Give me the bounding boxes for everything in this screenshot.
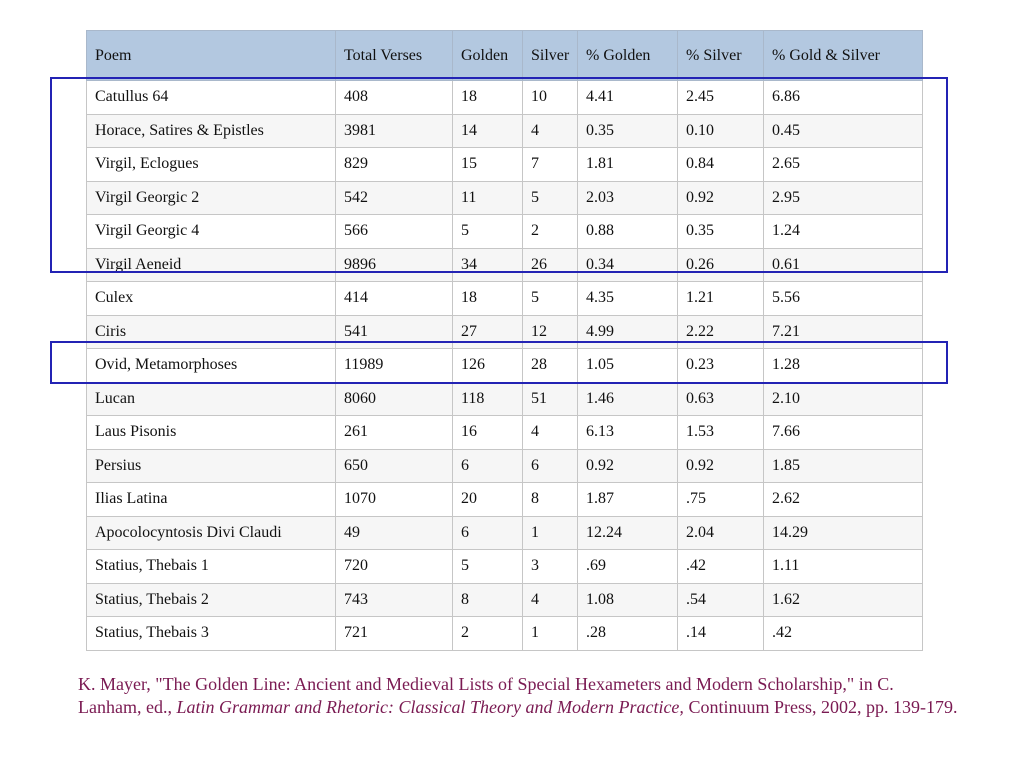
pct-silver-cell: 0.92 bbox=[678, 181, 764, 215]
total-verses-cell: 414 bbox=[336, 282, 453, 316]
pct-gold-silver-cell: 0.45 bbox=[764, 114, 923, 148]
table-row bbox=[87, 449, 923, 483]
pct-silver-cell: 0.35 bbox=[678, 215, 764, 249]
poem-cell: Horace, Satires & Epistles bbox=[87, 114, 336, 148]
pct-silver-cell: 1.21 bbox=[678, 282, 764, 316]
silver-cell: 8 bbox=[523, 483, 578, 517]
silver-cell: 1 bbox=[523, 516, 578, 550]
silver-cell: 12 bbox=[523, 315, 578, 349]
silver-cell: 5 bbox=[523, 181, 578, 215]
pct-golden-cell: 2.03 bbox=[578, 181, 678, 215]
pct-silver-cell: .54 bbox=[678, 583, 764, 617]
total-verses-cell: 829 bbox=[336, 148, 453, 182]
poem-cell: Ciris bbox=[87, 315, 336, 349]
pct-golden-cell: 4.35 bbox=[578, 282, 678, 316]
total-verses-cell: 720 bbox=[336, 550, 453, 584]
citation-text-2: Continuum Press, 2002, pp. 139-179. bbox=[683, 697, 958, 717]
poem-cell: Ilias Latina bbox=[87, 483, 336, 517]
table-row bbox=[87, 248, 923, 282]
pct-gold-silver-cell: 1.62 bbox=[764, 583, 923, 617]
poem-cell: Virgil Georgic 4 bbox=[87, 215, 336, 249]
total-verses-cell: 542 bbox=[336, 181, 453, 215]
total-verses-cell: 261 bbox=[336, 416, 453, 450]
pct-golden-cell: 0.92 bbox=[578, 449, 678, 483]
table-row bbox=[87, 315, 923, 349]
pct-golden-cell: .28 bbox=[578, 617, 678, 651]
golden-cell: 20 bbox=[453, 483, 523, 517]
pct-silver-cell: 0.26 bbox=[678, 248, 764, 282]
column-header-silver: Silver bbox=[523, 31, 578, 81]
pct-gold-silver-cell: 2.95 bbox=[764, 181, 923, 215]
golden-cell: 118 bbox=[453, 382, 523, 416]
silver-cell: 4 bbox=[523, 114, 578, 148]
total-verses-cell: 49 bbox=[336, 516, 453, 550]
total-verses-cell: 650 bbox=[336, 449, 453, 483]
silver-cell: 3 bbox=[523, 550, 578, 584]
table-header-row bbox=[87, 31, 923, 81]
golden-cell: 11 bbox=[453, 181, 523, 215]
pct-silver-cell: 2.04 bbox=[678, 516, 764, 550]
pct-silver-cell: .42 bbox=[678, 550, 764, 584]
pct-gold-silver-cell: 5.56 bbox=[764, 282, 923, 316]
total-verses-cell: 408 bbox=[336, 81, 453, 115]
poem-cell: Apocolocyntosis Divi Claudi bbox=[87, 516, 336, 550]
table-row bbox=[87, 617, 923, 651]
table-row bbox=[87, 416, 923, 450]
pct-gold-silver-cell: 7.66 bbox=[764, 416, 923, 450]
table-row bbox=[87, 583, 923, 617]
pct-gold-silver-cell: 14.29 bbox=[764, 516, 923, 550]
pct-silver-cell: .14 bbox=[678, 617, 764, 651]
pct-golden-cell: 6.13 bbox=[578, 416, 678, 450]
golden-cell: 34 bbox=[453, 248, 523, 282]
pct-gold-silver-cell: 0.61 bbox=[764, 248, 923, 282]
pct-golden-cell: 12.24 bbox=[578, 516, 678, 550]
poem-cell: Lucan bbox=[87, 382, 336, 416]
pct-gold-silver-cell: 2.65 bbox=[764, 148, 923, 182]
silver-cell: 7 bbox=[523, 148, 578, 182]
pct-gold-silver-cell: 1.24 bbox=[764, 215, 923, 249]
table-row bbox=[87, 181, 923, 215]
table-row bbox=[87, 349, 923, 383]
golden-cell: 18 bbox=[453, 81, 523, 115]
silver-cell: 28 bbox=[523, 349, 578, 383]
pct-golden-cell: 1.08 bbox=[578, 583, 678, 617]
silver-cell: 6 bbox=[523, 449, 578, 483]
column-header-pct-golden: % Golden bbox=[578, 31, 678, 81]
table-row bbox=[87, 282, 923, 316]
pct-silver-cell: 0.63 bbox=[678, 382, 764, 416]
pct-silver-cell: 2.45 bbox=[678, 81, 764, 115]
silver-cell: 10 bbox=[523, 81, 578, 115]
pct-silver-cell: 0.92 bbox=[678, 449, 764, 483]
column-header-golden: Golden bbox=[453, 31, 523, 81]
pct-golden-cell: .69 bbox=[578, 550, 678, 584]
citation bbox=[78, 673, 958, 719]
total-verses-cell: 3981 bbox=[336, 114, 453, 148]
poem-cell: Ovid, Metamorphoses bbox=[87, 349, 336, 383]
total-verses-cell: 8060 bbox=[336, 382, 453, 416]
pct-gold-silver-cell: 1.85 bbox=[764, 449, 923, 483]
pct-golden-cell: 1.46 bbox=[578, 382, 678, 416]
silver-cell: 1 bbox=[523, 617, 578, 651]
pct-silver-cell: 1.53 bbox=[678, 416, 764, 450]
table-row bbox=[87, 114, 923, 148]
pct-golden-cell: 4.41 bbox=[578, 81, 678, 115]
golden-cell: 14 bbox=[453, 114, 523, 148]
citation-book-title: Latin Grammar and Rhetoric: Classical Theory and Modern Practice, bbox=[176, 697, 684, 717]
silver-cell: 5 bbox=[523, 282, 578, 316]
citation-text-1: K. Mayer, "The Golden Line: Ancient and Medieval Lists of Special Hexameters and Modern Scholarship," in C. Lanham, ed., bbox=[78, 674, 894, 717]
golden-cell: 15 bbox=[453, 148, 523, 182]
poem-cell: Statius, Thebais 1 bbox=[87, 550, 336, 584]
silver-cell: 4 bbox=[523, 583, 578, 617]
pct-gold-silver-cell: 2.62 bbox=[764, 483, 923, 517]
pct-golden-cell: 0.88 bbox=[578, 215, 678, 249]
poem-cell: Statius, Thebais 2 bbox=[87, 583, 336, 617]
silver-cell: 26 bbox=[523, 248, 578, 282]
poem-cell: Virgil, Eclogues bbox=[87, 148, 336, 182]
total-verses-cell: 11989 bbox=[336, 349, 453, 383]
poem-cell: Culex bbox=[87, 282, 336, 316]
total-verses-cell: 1070 bbox=[336, 483, 453, 517]
pct-silver-cell: 0.23 bbox=[678, 349, 764, 383]
pct-silver-cell: .75 bbox=[678, 483, 764, 517]
golden-cell: 18 bbox=[453, 282, 523, 316]
table-row bbox=[87, 215, 923, 249]
total-verses-cell: 743 bbox=[336, 583, 453, 617]
pct-gold-silver-cell: 6.86 bbox=[764, 81, 923, 115]
golden-cell: 5 bbox=[453, 215, 523, 249]
pct-silver-cell: 0.10 bbox=[678, 114, 764, 148]
golden-cell: 27 bbox=[453, 315, 523, 349]
table-row bbox=[87, 483, 923, 517]
column-header-poem: Poem bbox=[87, 31, 336, 81]
table-row bbox=[87, 81, 923, 115]
pct-gold-silver-cell: 1.11 bbox=[764, 550, 923, 584]
poem-cell: Persius bbox=[87, 449, 336, 483]
golden-cell: 5 bbox=[453, 550, 523, 584]
pct-silver-cell: 2.22 bbox=[678, 315, 764, 349]
table-row bbox=[87, 550, 923, 584]
pct-gold-silver-cell: 1.28 bbox=[764, 349, 923, 383]
silver-cell: 51 bbox=[523, 382, 578, 416]
pct-golden-cell: 1.05 bbox=[578, 349, 678, 383]
table-row bbox=[87, 382, 923, 416]
golden-cell: 126 bbox=[453, 349, 523, 383]
pct-gold-silver-cell: 7.21 bbox=[764, 315, 923, 349]
table-row bbox=[87, 516, 923, 550]
poem-cell: Virgil Georgic 2 bbox=[87, 181, 336, 215]
golden-cell: 6 bbox=[453, 449, 523, 483]
pct-gold-silver-cell: .42 bbox=[764, 617, 923, 651]
column-header-pct-gold-silver: % Gold & Silver bbox=[764, 31, 923, 81]
golden-cell: 16 bbox=[453, 416, 523, 450]
pct-gold-silver-cell: 2.10 bbox=[764, 382, 923, 416]
poems-table bbox=[86, 30, 923, 651]
poem-cell: Virgil Aeneid bbox=[87, 248, 336, 282]
golden-cell: 6 bbox=[453, 516, 523, 550]
table-body bbox=[87, 81, 923, 651]
poem-cell: Laus Pisonis bbox=[87, 416, 336, 450]
pct-golden-cell: 1.81 bbox=[578, 148, 678, 182]
silver-cell: 2 bbox=[523, 215, 578, 249]
silver-cell: 4 bbox=[523, 416, 578, 450]
poem-cell: Catullus 64 bbox=[87, 81, 336, 115]
pct-golden-cell: 4.99 bbox=[578, 315, 678, 349]
pct-golden-cell: 1.87 bbox=[578, 483, 678, 517]
total-verses-cell: 721 bbox=[336, 617, 453, 651]
pct-silver-cell: 0.84 bbox=[678, 148, 764, 182]
pct-golden-cell: 0.35 bbox=[578, 114, 678, 148]
poem-cell: Statius, Thebais 3 bbox=[87, 617, 336, 651]
golden-cell: 8 bbox=[453, 583, 523, 617]
total-verses-cell: 9896 bbox=[336, 248, 453, 282]
column-header-pct-silver: % Silver bbox=[678, 31, 764, 81]
total-verses-cell: 566 bbox=[336, 215, 453, 249]
golden-cell: 2 bbox=[453, 617, 523, 651]
column-header-total-verses: Total Verses bbox=[336, 31, 453, 81]
table-row bbox=[87, 148, 923, 182]
total-verses-cell: 541 bbox=[336, 315, 453, 349]
pct-golden-cell: 0.34 bbox=[578, 248, 678, 282]
